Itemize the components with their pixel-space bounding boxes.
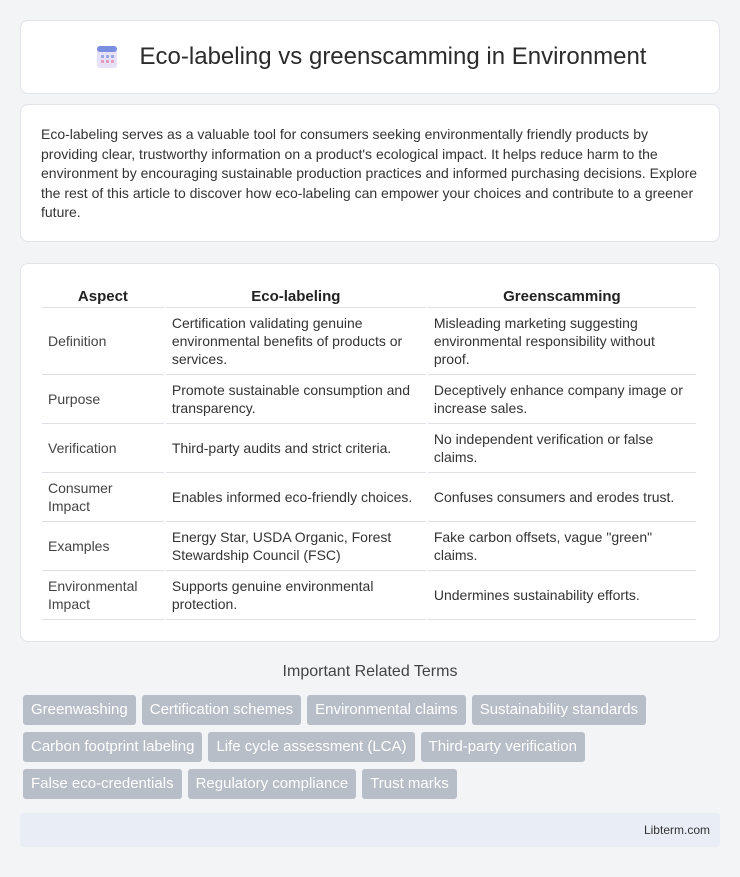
document-list-icon xyxy=(94,44,120,70)
cell-eco-labeling: Enables informed eco-friendly choices. xyxy=(166,473,426,522)
cell-greenscamming: Deceptively enhance company image or increase sales. xyxy=(428,375,696,424)
tag-trust-marks[interactable]: Trust marks xyxy=(362,769,457,799)
footer-brand-link[interactable]: Libterm.com xyxy=(643,823,710,837)
tag-certification-schemes[interactable]: Certification schemes xyxy=(142,695,301,725)
related-terms-list xyxy=(23,695,713,799)
cell-greenscamming: Misleading marketing suggesting environmental responsibility without proof. xyxy=(428,308,696,375)
tag-false-eco-credentials[interactable]: False eco-credentials xyxy=(23,769,182,799)
header-aspect: Aspect xyxy=(42,284,164,308)
intro-card xyxy=(20,104,720,242)
cell-aspect: Verification xyxy=(42,424,164,473)
comparison-table xyxy=(40,284,698,620)
table-row xyxy=(42,375,696,424)
cell-eco-labeling: Promote sustainable consumption and transparency. xyxy=(166,375,426,424)
comparison-table-card xyxy=(20,263,720,642)
table-header-row xyxy=(42,284,696,308)
cell-aspect: Purpose xyxy=(42,375,164,424)
table-row xyxy=(42,424,696,473)
tag-regulatory-compliance[interactable]: Regulatory compliance xyxy=(188,769,357,799)
footer xyxy=(20,813,720,847)
tag-life-cycle-assessment[interactable]: Life cycle assessment (LCA) xyxy=(208,732,414,762)
cell-eco-labeling: Energy Star, USDA Organic, Forest Stewardship Council (FSC) xyxy=(166,522,426,571)
related-terms-title: Important Related Terms xyxy=(282,663,458,680)
tag-environmental-claims[interactable]: Environmental claims xyxy=(307,695,466,725)
tag-third-party-verification[interactable]: Third-party verification xyxy=(421,732,585,762)
tag-greenwashing[interactable]: Greenwashing xyxy=(23,695,136,725)
page-title: Eco-labeling vs greenscamming in Environment xyxy=(139,43,647,70)
tag-sustainability-standards[interactable]: Sustainability standards xyxy=(472,695,646,725)
cell-aspect: Definition xyxy=(42,308,164,375)
header-greenscamming: Greenscamming xyxy=(428,284,696,308)
cell-aspect: Consumer Impact xyxy=(42,473,164,522)
cell-aspect: Environmental Impact xyxy=(42,571,164,620)
header-eco-labeling: Eco-labeling xyxy=(166,284,426,308)
cell-eco-labeling: Supports genuine environmental protection. xyxy=(166,571,426,620)
cell-eco-labeling: Certification validating genuine environmental benefits of products or services. xyxy=(166,308,426,375)
cell-aspect: Examples xyxy=(42,522,164,571)
header-card xyxy=(20,20,720,94)
table-row xyxy=(42,522,696,571)
table-row xyxy=(42,308,696,375)
cell-eco-labeling: Third-party audits and strict criteria. xyxy=(166,424,426,473)
tag-carbon-footprint-labeling[interactable]: Carbon footprint labeling xyxy=(23,732,202,762)
intro-paragraph: Eco-labeling serves as a valuable tool for consumers seeking environmentally friendly products by providing clear, trustworthy information on a product's ecological impact. It helps reduce harm to the environment by encouraging sustainable production practices and informed purchasing decisions. Explore the rest of this article to discover how eco-labeling can empower your choices and contribute to a greener future. xyxy=(41,126,698,220)
table-row xyxy=(42,473,696,522)
cell-greenscamming: Undermines sustainability efforts. xyxy=(428,571,696,620)
cell-greenscamming: Confuses consumers and erodes trust. xyxy=(428,473,696,522)
cell-greenscamming: No independent verification or false claims. xyxy=(428,424,696,473)
cell-greenscamming: Fake carbon offsets, vague "green" claims. xyxy=(428,522,696,571)
table-row xyxy=(42,571,696,620)
